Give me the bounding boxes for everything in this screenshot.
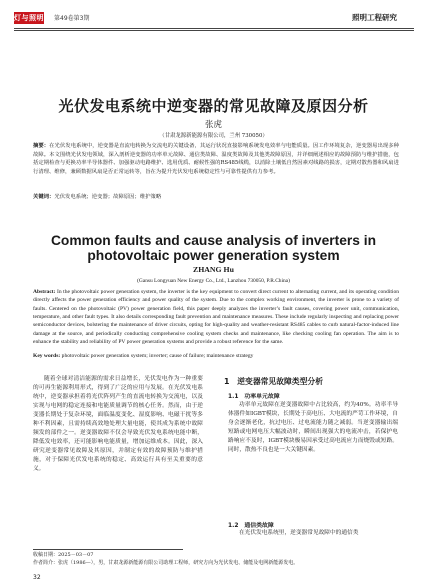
header-divider-thin — [14, 30, 414, 31]
section-1-heading: 1 逆变器常见故障类型分析 — [224, 377, 323, 386]
chinese-affiliation: （甘肃龙源新能源有限公司，兰州 730050） — [159, 133, 268, 139]
chinese-abstract-text: 在光伏发电系统中，逆变器是直流电转换为交流电的关键设备，其运行状况直接影响系统发电效率与电能质量。因工作环境复杂，逆变器易出现多种故障。本文围绕光伏发电领域，深入剖析逆变器的功率单元故障、通信类故障、温度类故障及其他类故障原因，并详细阐述相应的故障预防与维护措施，包括定期检查与更换功率半导体器件、加强驱动电路维护、选用优质、耐候性强的RS485线缆，以消除土壤低自然因素对线路的损害，定期对散热器和风扇进行清理、维修，兼顾数据风扇是否正常运转等，旨在为提升光伏发电系统稳定性与可靠性提供有力参考。 — [33, 143, 400, 175]
english-affiliation: (Gansu Longyuan New Energy Co., Ltd., Lanzhou 730050, P.R.China) — [137, 278, 290, 284]
english-abstract-text: In the photovoltaic power generation system, the inverter is the key equipment to convert direct current to alternating current, and its operating condition directly affects the power generation efficiency and power quality of the system. Due to the complex working environment, the inverter is prone to a variety of faults. Centered on the photovoltaic (PV) power generation field, this paper deeply analyzes the inverter’s fault causes, covering power unit, communication, temperature, and other fault types. It also details corresponding fault prevention and maintenance measures. These include regularly inspecting and replacing power semiconductor devices, bolstering the maintenance of driver circuits, opting for high-quality and weather-resistant RS485 cables to curb natural-factor-induced line damage at the source, and periodically conducting comprehensive cooling system checks and maintenance, like checking cooling fan operation. The aim is to enhance the stability and reliability of PV power generation systems and provide a robust reference for the same. — [33, 289, 399, 346]
english-title-line2: photovoltaic power generation system — [87, 248, 340, 263]
english-author: ZHANG Hu — [193, 265, 234, 274]
english-abstract-label: Abstract: — [33, 289, 56, 295]
chinese-keywords — [33, 193, 399, 201]
page-header — [0, 0, 427, 40]
english-title — [0, 233, 427, 263]
english-keywords-label: Key words: — [33, 353, 61, 359]
issue-label: 第49卷第3期 — [54, 15, 90, 22]
english-abstract — [33, 288, 399, 346]
chinese-keywords-text: 光伏发电系统；逆变器；故障原因；维护策略 — [54, 194, 162, 200]
journal-logo: 灯与照明 — [14, 14, 44, 22]
footnote-divider — [33, 549, 183, 550]
chinese-author: 张虎 — [204, 120, 222, 130]
subsection-1-1-heading: 1.1 功率单元故障 — [228, 394, 280, 400]
english-keywords-text: photovoltaic power generation system; inverter; cause of failure; maintenance strategy — [61, 353, 254, 359]
chinese-abstract — [33, 142, 399, 176]
journal-name: 照明工程研究 — [352, 13, 397, 22]
english-title-line1: Common faults and cause analysis of inverters in — [50, 233, 377, 248]
chinese-title: 光伏发电系统中逆变器的常见故障及原因分析 — [58, 97, 369, 115]
footnote-author-bio: 作者简介：张虎（1986—），男，甘肃龙源新能源有限公司助理工程师，研究方向为光伏发电、储能及电网新能源发电。 — [33, 560, 299, 566]
header-divider — [14, 28, 414, 29]
subsection-1-2-heading: 1.2 通信类故障 — [228, 523, 274, 529]
subsection-1-2-text: 在光伏发电系统里，逆变器常见故障中的通信类 — [239, 530, 359, 536]
introduction-paragraph: 随着全球对清洁能源的需求日益增长，光伏发电作为一种重要的可再生能源利用形式，得到了广泛的应用与发展。在光伏发电系统中，逆变器承担着将光伏阵列产生的直流电转换为交流电，以及实现与电网的稳定连接和电能质量调节的核心任务。然而，由于逆变器长期处于复杂环境，面临温度变化、湿度影响、电磁干扰等多种不利因素，且需持续高效地处理大量电能，使其成为系统中故障频发的部件之一。逆变器故障不仅会导致光伏发电系统电能中断，降低发电效率，还可能影响电能质量，增加运维成本。因此，深入研究逆变器常见故障及其原因，并制定有效的故障预防与维护措施，对于保障光伏发电系统的稳定、高效运行具有至关重要的意义。 — [33, 376, 203, 473]
chinese-abstract-label: 摘要： — [33, 143, 50, 149]
page-number: 32 — [33, 574, 41, 581]
chinese-keywords-label: 关键词： — [33, 194, 55, 200]
footnote-received-date: 收稿日期：2025－03－07 — [33, 552, 94, 558]
english-keywords — [33, 352, 399, 360]
subsection-1-1-text: 功率单元故障在逆变器故障中占比较高，约为40%。功率半导体器件如IGBT模块，长期处于高电压、大电流的严苛工作环境，自身会逐渐老化，抗过电压、过电流能力随之减弱。当逆变器输出端短路或电网电压大幅波动时，瞬间出现强大的电流冲击，若保护电路响应不及时，IGBT模块极易因承受过高电流应力而烧毁或短路。同时，散热不良也是一大关键因素。 — [228, 402, 398, 454]
